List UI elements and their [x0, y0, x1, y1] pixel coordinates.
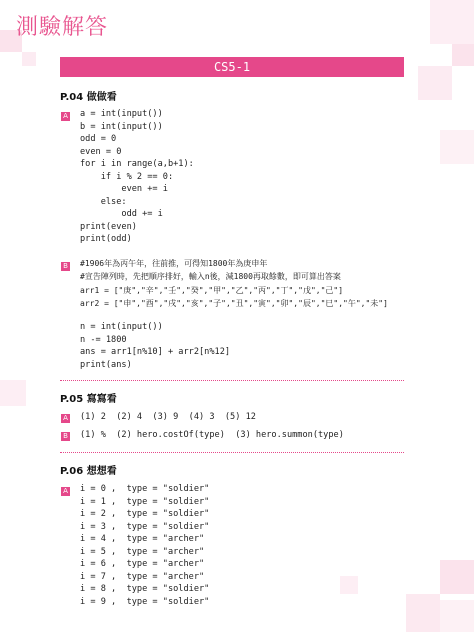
bg-square-decoration — [406, 594, 440, 632]
bg-square-decoration — [418, 66, 452, 100]
bg-square-decoration — [22, 52, 36, 66]
bg-square-decoration — [452, 44, 474, 66]
p05-answer-b-text: (1) % (2) hero.costOf(type) (3) hero.summon(type) — [80, 430, 344, 440]
p05-answer-a-text: (1) 2 (2) 4 (3) 9 (4) 3 (5) 12 — [80, 412, 256, 422]
answer-badge-a: A — [61, 487, 70, 496]
bg-square-decoration — [440, 560, 474, 594]
answer-badge-a: A — [61, 112, 70, 121]
p04-answer-b-arrays: arr1 = ["庚","辛","壬","癸","甲","乙","丙","丁","戊","己"] arr2 = ["申","酉","戌","亥","子","丑","寅","卯","辰","巳","午","未"] — [80, 286, 388, 308]
page-title: 測驗解答 — [16, 15, 109, 40]
section-divider — [60, 380, 404, 381]
p06-heading: P.06 想想看 — [60, 466, 117, 477]
p06-answer-a-code: i = 0 , type = "soldier" i = 1 , type = "soldier" i = 2 , type = "soldier" i = 3 , type = "soldier" i = 4 , type = "archer" i = 5 , type = "archer" i = 6 , type = "archer" i = 7 , type = "archer" i = 8 , type = "soldier" i = 9 , type = "soldier" — [80, 484, 210, 607]
bg-square-decoration — [440, 130, 474, 164]
section-divider — [60, 452, 404, 453]
section-header-bar: CS5-1 — [60, 57, 404, 77]
p04-heading: P.04 做做看 — [60, 92, 117, 103]
p04-answer-a-code: a = int(input()) b = int(input()) odd = 0 even = 0 for i in range(a,b+1): if i % 2 == 0: even += i else: odd += i print(even) print(odd) — [80, 109, 194, 244]
bg-square-decoration — [440, 600, 474, 632]
answer-badge-a: A — [61, 414, 70, 423]
p04-answer-b-comments: #1906年為丙午年，往前推，可得知1800年為庚申年 #宣告陣列時，先把順序排好，輸入n後，減1800再取餘數，即可算出答案 — [80, 259, 341, 281]
p04-answer-b-code: n = int(input()) n -= 1800 ans = arr1[n%10] + arr2[n%12] print(ans) — [80, 322, 231, 370]
bg-square-decoration — [0, 380, 26, 406]
answer-badge-b: B — [61, 262, 70, 271]
bg-square-decoration — [430, 0, 474, 44]
bg-square-decoration — [340, 576, 358, 594]
answer-badge-b: B — [61, 432, 70, 441]
p05-heading: P.05 寫寫看 — [60, 394, 117, 405]
